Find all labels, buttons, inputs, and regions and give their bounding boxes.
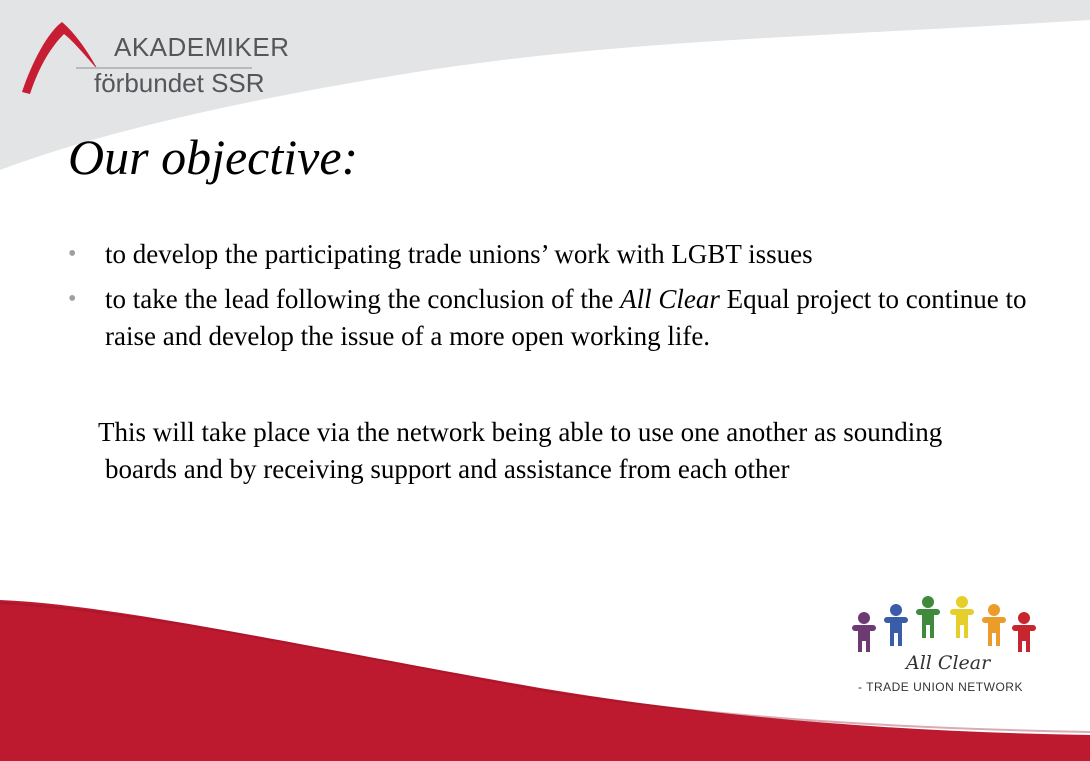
bullet-text-post: Equal project to continue to raise and develop the issue of a more open working life. xyxy=(105,284,1027,351)
bullet-item xyxy=(68,281,1028,355)
network-tagline: - TRADE UNION NETWORK xyxy=(858,680,1023,694)
bullet-marker: • xyxy=(68,286,77,312)
slide-title: Our objective: xyxy=(68,129,359,185)
all-clear-network-logo xyxy=(846,590,1046,700)
bullet-text: to develop the participating trade unions’ work with LGBT issues xyxy=(105,239,813,269)
logo-line2: förbundet SSR xyxy=(94,68,265,98)
people-figures-icon xyxy=(846,590,1046,652)
bullet-text xyxy=(105,284,1027,351)
akademiker-logo xyxy=(18,18,290,108)
bullet-text-emphasis: All Clear xyxy=(620,284,720,314)
bullet-item xyxy=(68,236,1028,273)
network-name: All Clear xyxy=(906,652,991,674)
body-paragraph: This will take place via the network being able to use one another as sounding boards and by receiving support and assistance from each other xyxy=(98,417,943,484)
bullet-list xyxy=(68,236,1028,363)
bullet-text-pre: to take the lead following the conclusion of the xyxy=(105,284,621,314)
logo-line1: AKADEMIKER xyxy=(114,32,290,62)
bullet-marker: • xyxy=(68,241,77,267)
